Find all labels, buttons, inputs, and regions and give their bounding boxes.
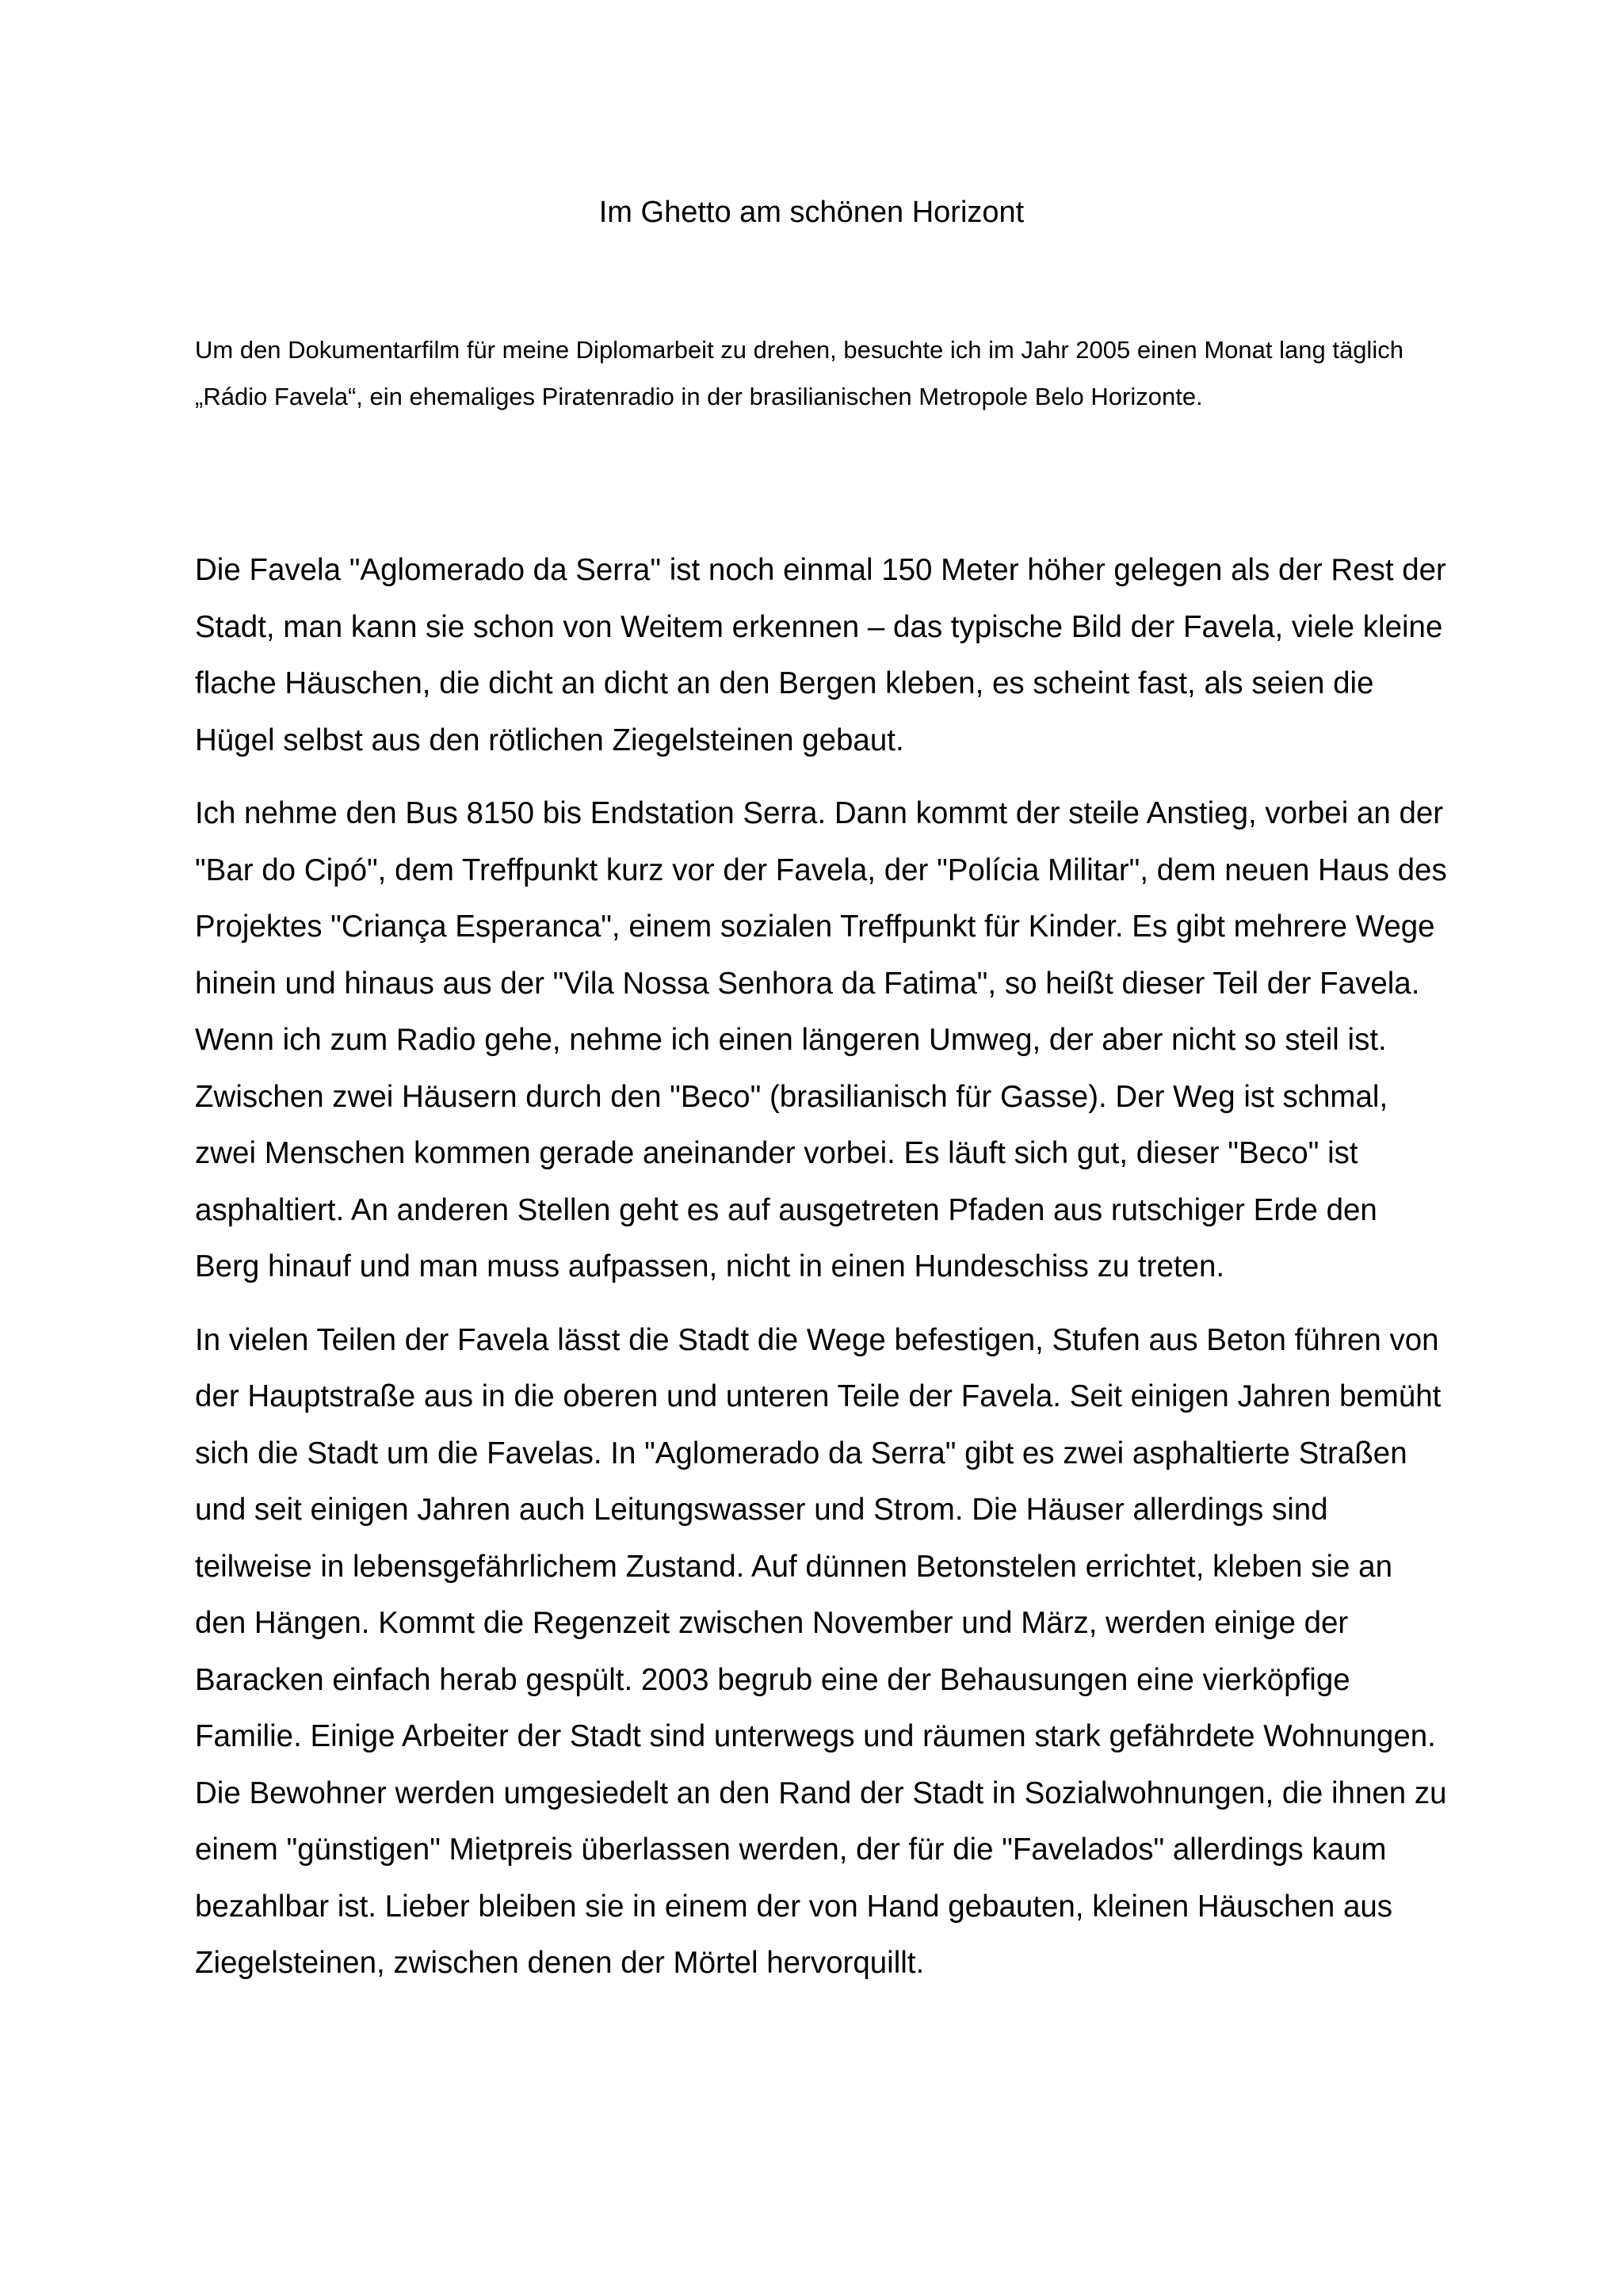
body-paragraph-1: Die Favela "Aglomerado da Serra" ist noch einmal 150 Meter höher gelegen als der Rest der Stadt, man kann sie schon von Weitem erkennen – das typische Bild der Favela, viele kleine flache Häuschen, die dicht an dicht an den Bergen kleben, es scheint fast, als seien die Hügel selbst aus den rötlichen Ziegelsteinen gebaut. <box>195 553 1446 757</box>
body-text <box>195 542 1447 2008</box>
document-title: Im Ghetto am schönen Horizont <box>598 196 1025 229</box>
body-paragraph-3: In vielen Teilen der Favela lässt die Stadt die Wege befestigen, Stufen aus Beton führen von der Hauptstraße aus in die oberen und unteren Teile der Favela. Seit einigen Jahren bemüht sich die Stadt um die Favelas. In "Aglomerado da Serra" gibt es zwei asphaltierte Straßen und seit einigen Jahren auch Leitungswasser und Strom. Die Häuser allerdings sind teilweise in lebensgefährlichem Zustand. Auf dünnen Betonstelen errichtet, kleben sie an den Hängen. Kommt die Regenzeit zwischen November und März, werden einige der Baracken einfach herab gespült. 2003 begrub eine der Behausungen eine vierköpfige Familie. Einige Arbeiter der Stadt sind unterwegs und räumen stark gefährdete Wohnungen. Die Bewohner werden umgesiedelt an den Rand der Stadt in Sozialwohnungen, die ihnen zu einem "günstigen" Mietpreis überlassen werden, der für die "Favelados" allerdings kaum bezahlbar ist. Lieber bleiben sie in einem der von Hand gebauten, kleinen Häuschen aus Ziegelsteinen, zwischen denen der Mörtel hervorquillt. <box>195 1322 1447 1980</box>
intro-paragraph: Um den Dokumentarfilm für meine Diplomarbeit zu drehen, besuchte ich im Jahr 2005 einen Monat lang täglich „Rádio Favela“, ein ehemaliges Piratenradio in der brasilianischen Metropole Belo Horizonte. <box>195 336 1403 410</box>
body-paragraph-2: Ich nehme den Bus 8150 bis Endstation Serra. Dann kommt der steile Anstieg, vorbei an der "Bar do Cipó", dem Treffpunkt kurz vor der Favela, der "Polícia Militar", dem neuen Haus des Projektes "Criança Esperanca", einem sozialen Treffpunkt für Kinder. Es gibt mehrere Wege hinein und hinaus aus der "Vila Nossa Senhora da Fatima", so heißt dieser Teil der Favela. Wenn ich zum Radio gehe, nehme ich einen längeren Umweg, der aber nicht so steil ist. Zwischen zwei Häusern durch den "Beco" (brasilianisch für Gasse). Der Weg ist schmal, zwei Menschen kommen gerade aneinander vorbei. Es läuft sich gut, dieser "Beco" ist asphaltiert. An anderen Stellen geht es auf ausgetreten Pfaden aus rutschiger Erde den Berg hinauf und man muss aufpassen, nicht in einen Hundeschiss zu treten. <box>195 796 1447 1283</box>
